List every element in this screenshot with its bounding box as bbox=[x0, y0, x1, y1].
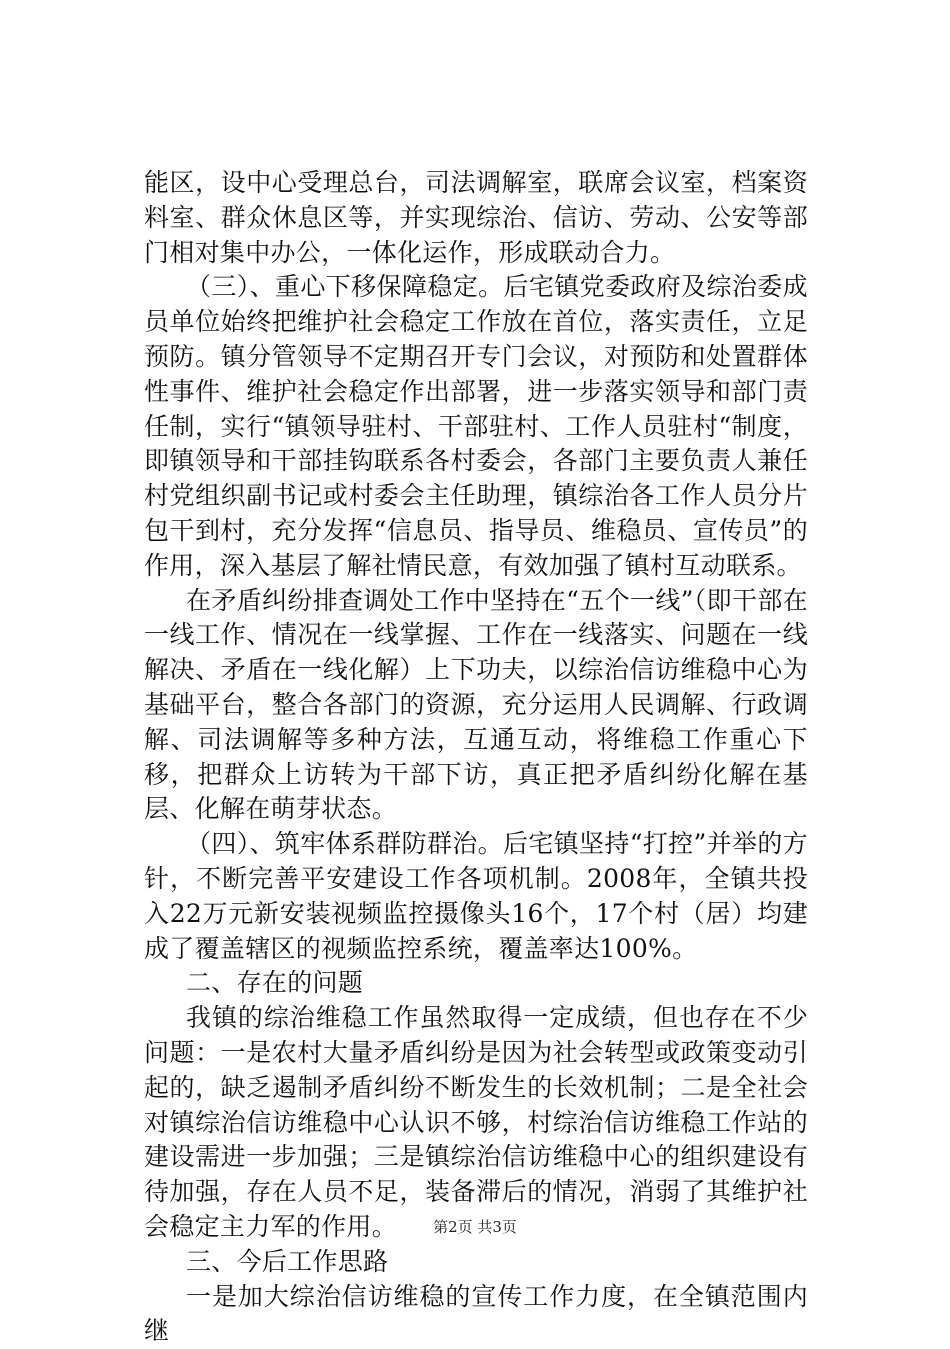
page-number-footer: 第2页 共3页 bbox=[0, 1217, 950, 1237]
paragraph-five-frontlines: 在矛盾纠纷排查调处工作中坚持在“五个一线”（即干部在一线工作、情况在一线掌握、工作在一线落实、问题在一线解决、矛盾在一线化解）上下功夫，以综治信访维稳中心为基础平台，整合各部门的资源，充分运用人民调解、行政调解、司法调解等多种方法，互通互动，将维稳工作重心下移，把群众上访转为干部下访，真正把矛盾纠纷化解在基层、化解在萌芽状态。 bbox=[144, 584, 808, 828]
paragraph-section-four: （四）、筑牢体系群防群治。后宅镇坚持“打控”并举的方针，不断完善平安建设工作各项机制。2008年，全镇共投入22万元新安装视频监控摄像头16个，17个村（居）均建成了覆盖辖区的视频监控系统，覆盖率达100%。 bbox=[144, 827, 808, 966]
paragraph-section-three: （三）、重心下移保障稳定。后宅镇党委政府及综治委成员单位始终把维护社会稳定工作放在首位，落实责任，立足预防。镇分管领导不定期召开专门会议，对预防和处置群体性事件、维护社会稳定作出部署，进一步落实领导和部门责任制，实行“镇领导驻村、干部驻村、工作人员驻村“制度，即镇领导和干部挂钩联系各村委会，各部门主要负责人兼任村党组织副书记或村委会主任助理，镇综治各工作人员分片包干到村，充分发挥“信息员、指导员、维稳员、宣传员”的作用，深入基层了解社情民意，有效加强了镇村互动联系。 bbox=[144, 270, 808, 583]
paragraph-problems: 我镇的综治维稳工作虽然取得一定成绩，但也存在不少问题：一是农村大量矛盾纠纷是因为社会转型或政策变动引起的，缺乏遏制矛盾纠纷不断发生的长效机制；二是全社会对镇综治信访维稳中心认识不够，村综治信访维稳工作站的建设需进一步加强；三是镇综治信访维稳中心的组织建设有待加强，存在人员不足，装备滞后的情况，消弱了其维护社会稳定主力军的作用。 bbox=[144, 1001, 808, 1245]
document-body bbox=[144, 166, 808, 1349]
paragraph-continuation: 能区，设中心受理总台，司法调解室，联席会议室，档案资料室、群众休息区等，并实现综治、信访、劳动、公安等部门相对集中办公，一体化运作，形成联动合力。 bbox=[144, 166, 808, 270]
heading-existing-problems: 二、存在的问题 bbox=[144, 966, 808, 1001]
paragraph-future-work-first: 一是加大综治信访维稳的宣传工作力度，在全镇范围内继 bbox=[144, 1280, 808, 1349]
heading-future-work: 三、今后工作思路 bbox=[144, 1245, 808, 1280]
